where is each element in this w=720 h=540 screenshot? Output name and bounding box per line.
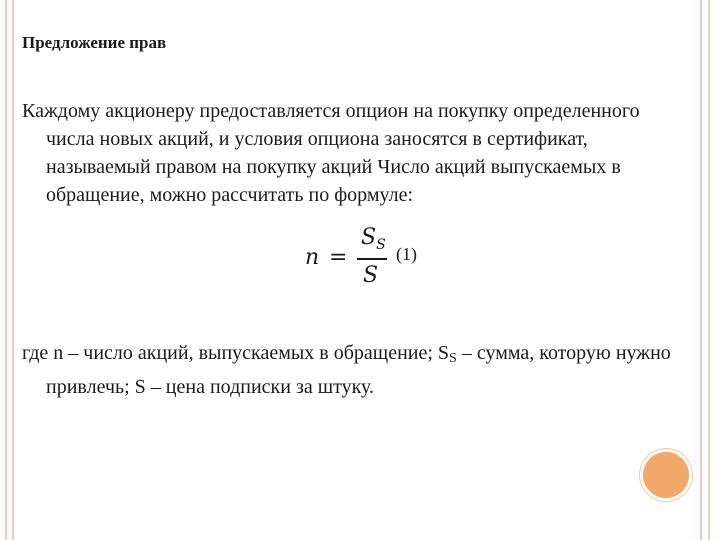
explanation-text-1: где n – число акций, выпускаемых в обращение; S [22,342,450,364]
left-border-line [5,0,7,540]
explanation-subscript: S [449,351,457,366]
left-border-line-inner [12,0,14,540]
right-border-line [708,0,710,540]
formula-denominator: S [363,263,379,288]
slide-title: Предложение прав [22,33,167,52]
formula-numerator-base: S [361,225,377,250]
formula-numerator-sub: S [376,237,386,253]
formula-equals: = [329,245,348,270]
explanation-text-2: – сумма, которую нужно привлечь; S – цена подписки за штуку. [46,342,671,398]
decorative-circle [640,449,692,501]
fraction-bar [357,258,387,260]
right-border-line-inner [700,0,702,540]
formula-numerator [361,225,386,253]
formula-lhs: n [305,245,320,270]
formula-number: (1) [396,244,417,264]
explanation-paragraph [22,339,686,401]
intro-paragraph: Каждому акционеру предоставляется опцион на покупку определенного числа новых акций, и условия опциона заносятся в сертификат, называемый правом на покупку акций Число акций выпускаемых в обращение, можно рассчитать по формуле: [22,100,640,206]
